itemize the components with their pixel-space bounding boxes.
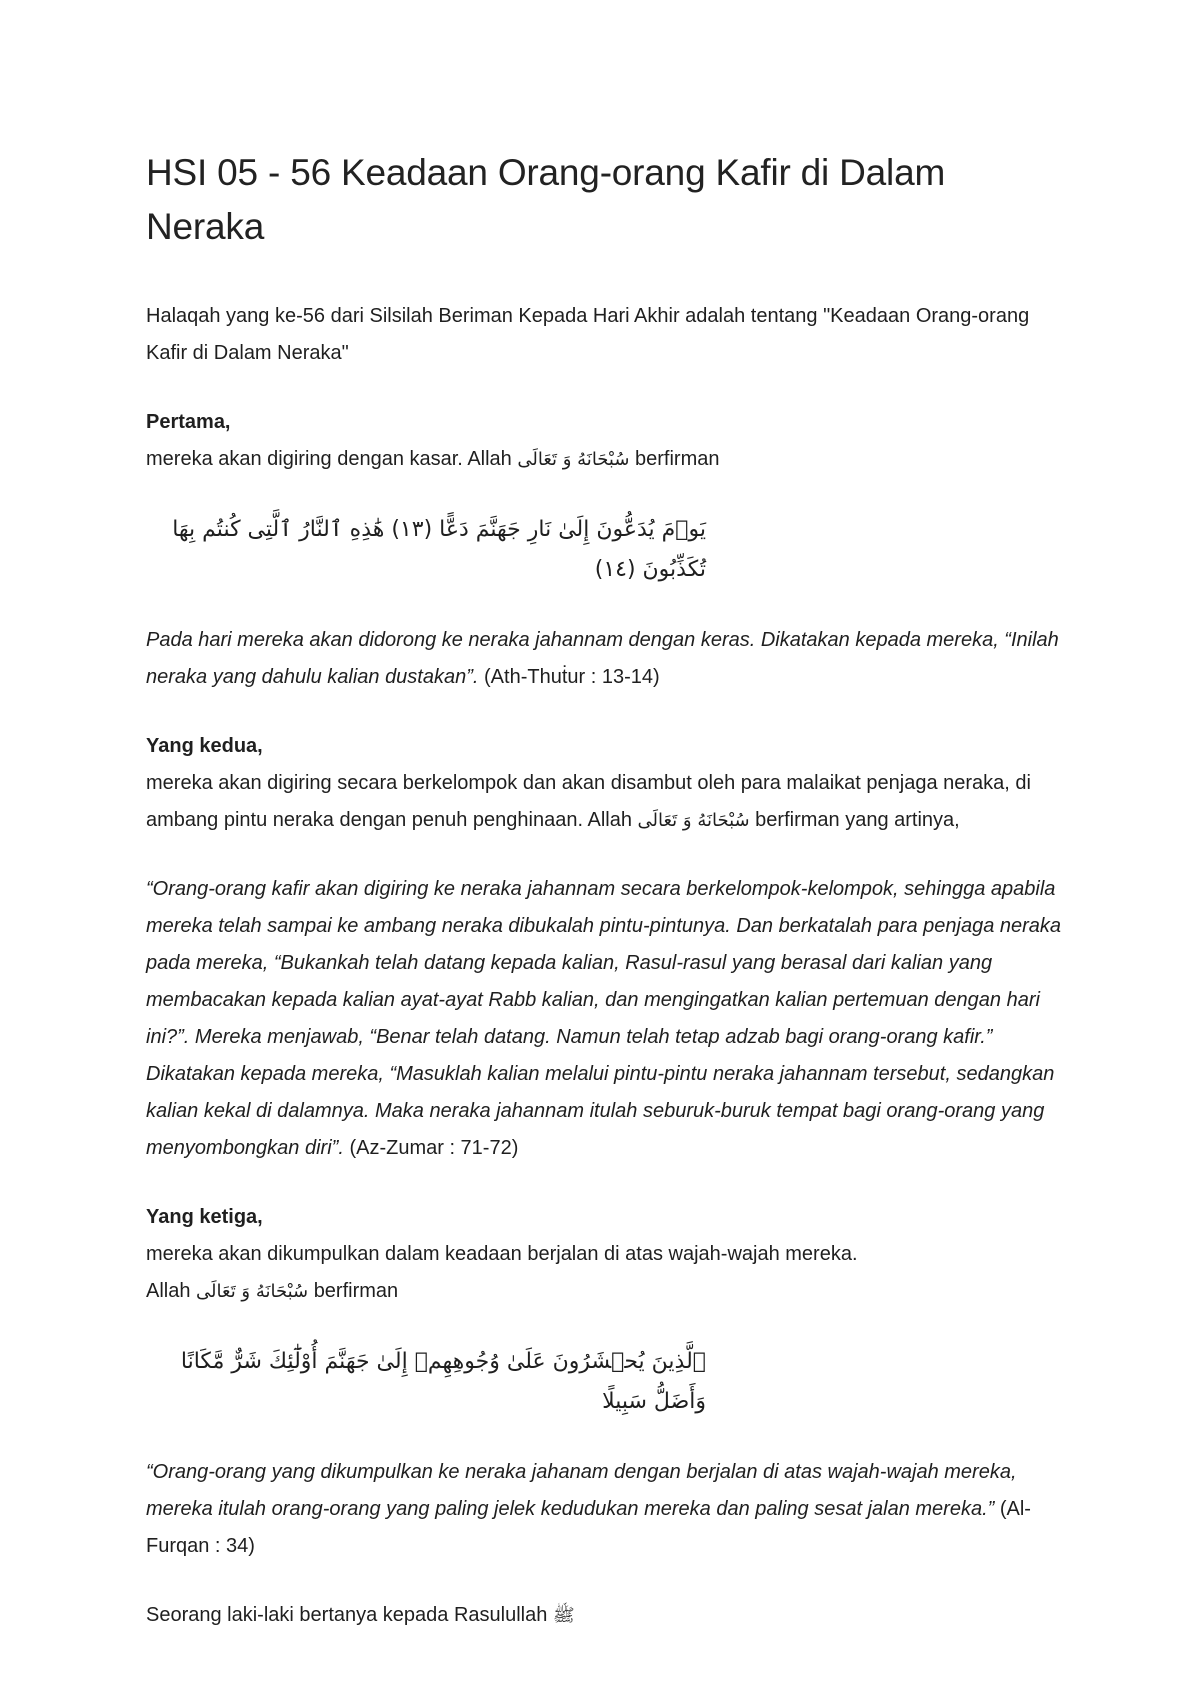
translation-text: “Orang-orang yang dikumpulkan ke neraka jahanam dengan berjalan di atas wajah-wajah mereka, mereka itulah orang-orang yang paling jelek kedudukan mereka dan paling sesat jalan mereka.” xyxy=(146,1461,1017,1520)
ayah-block xyxy=(146,1342,1066,1422)
page-title: HSI 05 - 56 Keadaan Orang-orang Kafir di Dalam Neraka xyxy=(146,152,946,247)
allah-praise-arabic: سُبْحَانَهُ وَ تَعَالَى xyxy=(637,810,750,831)
translation-paragraph xyxy=(146,871,1066,1167)
section-intro-line xyxy=(146,765,1066,839)
translation-paragraph xyxy=(146,622,1066,696)
translation-text: “Orang-orang kafir akan digiring ke neraka jahannam secara berkelompok-kelompok, sehingga apabila mereka telah sampai ke ambang neraka dibukalah pintu-pintunya. Dan berkatalah para penjaga neraka pada mereka, “Bukankah telah datang kepada kalian, Rasul-rasul yang berasal dari kalian yang membacakan kepada kalian ayat-ayat Rabb kalian, dan mengingatkan kalian pertemuan dengan hari ini?”. Mereka menjawab, “Benar telah datang. Namun telah tetap adzab bagi orang-orang kafir.” Dikatakan kepada mereka, “Masuklah kalian melalui pintu-pintu neraka jahannam tersebut, sedangkan kalian kekal di dalamnya. Maka neraka jahannam itulah seburuk-buruk tempat bagi orang-orang yang menyombongkan diri”. xyxy=(146,878,1062,1159)
section-ketiga xyxy=(146,1199,1066,1310)
ayah-reference: (Al-Furqan : 34) xyxy=(146,1498,1031,1557)
ayah-reference: (Az-Zumar : 71-72) xyxy=(349,1137,519,1159)
ayah-block xyxy=(146,510,1066,590)
section-kedua xyxy=(146,728,1066,839)
ayah-reference: (Ath-Thuṫur : 13-14) xyxy=(484,666,660,688)
allah-praise-arabic: سُبْحَانَهُ وَ تَعَالَى xyxy=(196,1281,309,1302)
intro-text-after: berfirman yang artinya, xyxy=(755,809,960,831)
arabic-ayah: ٱلَّذِينَ يُحۡشَرُونَ عَلَىٰ وُجُوهِهِمۡ إِلَىٰ جَهَنَّمَ أُوْلَٰٓئِكَ شَرٌّ مَّكَانًا وَأَضَلُّ سَبِيلًا xyxy=(180,1349,706,1414)
intro-text-after: berfirman xyxy=(313,1280,399,1302)
intro-text: mereka akan digiring secara berkelompok dan akan disambut oleh para malaikat penjaga neraka, di ambang pintu neraka dengan penuh penghinaan. Allah xyxy=(146,772,1031,831)
section-intro-line xyxy=(146,441,1066,478)
section-heading: Pertama, xyxy=(146,411,231,433)
section-pertama xyxy=(146,404,1066,478)
translation-block xyxy=(146,1454,1066,1565)
intro-text: mereka akan digiring dengan kasar. Allah xyxy=(146,448,512,470)
closing-line xyxy=(146,1597,1066,1634)
arabic-ayah: يَوۡمَ يُدَعُّونَ إِلَىٰ نَارِ جَهَنَّمَ دَعًّا (١٣) هَٰذِهِ ٱلنَّارُ ٱلَّتِى كُنتُم بِهَا تُكَذِّبُونَ (١٤) xyxy=(172,517,706,582)
section-intro-line-2 xyxy=(146,1273,1066,1310)
intro-text: Allah xyxy=(146,1280,191,1302)
allah-praise-arabic: سُبْحَانَهُ وَ تَعَالَى xyxy=(517,449,630,470)
section-intro-line: mereka akan dikumpulkan dalam keadaan berjalan di atas wajah-wajah mereka. xyxy=(146,1243,858,1265)
section-heading: Yang ketiga, xyxy=(146,1206,263,1228)
section-heading: Yang kedua, xyxy=(146,735,263,757)
closing-text: Seorang laki-laki bertanya kepada Rasulullah xyxy=(146,1604,548,1626)
translation-paragraph xyxy=(146,1454,1066,1565)
translation-block xyxy=(146,871,1066,1167)
intro-text-after: berfirman xyxy=(635,448,720,470)
salawat-symbol: ﷺ xyxy=(552,1605,575,1626)
intro-paragraph: Halaqah yang ke-56 dari Silsilah Beriman Kepada Hari Akhir adalah tentang "Keadaan Orang-orang Kafir di Dalam Neraka" xyxy=(146,305,1030,364)
translation-block xyxy=(146,622,1066,696)
translation-text: Pada hari mereka akan didorong ke neraka jahannam dengan keras. Dikatakan kepada mereka, “Inilah neraka yang dahulu kalian dustakan”. xyxy=(146,629,1059,688)
document-page xyxy=(146,146,1066,1634)
